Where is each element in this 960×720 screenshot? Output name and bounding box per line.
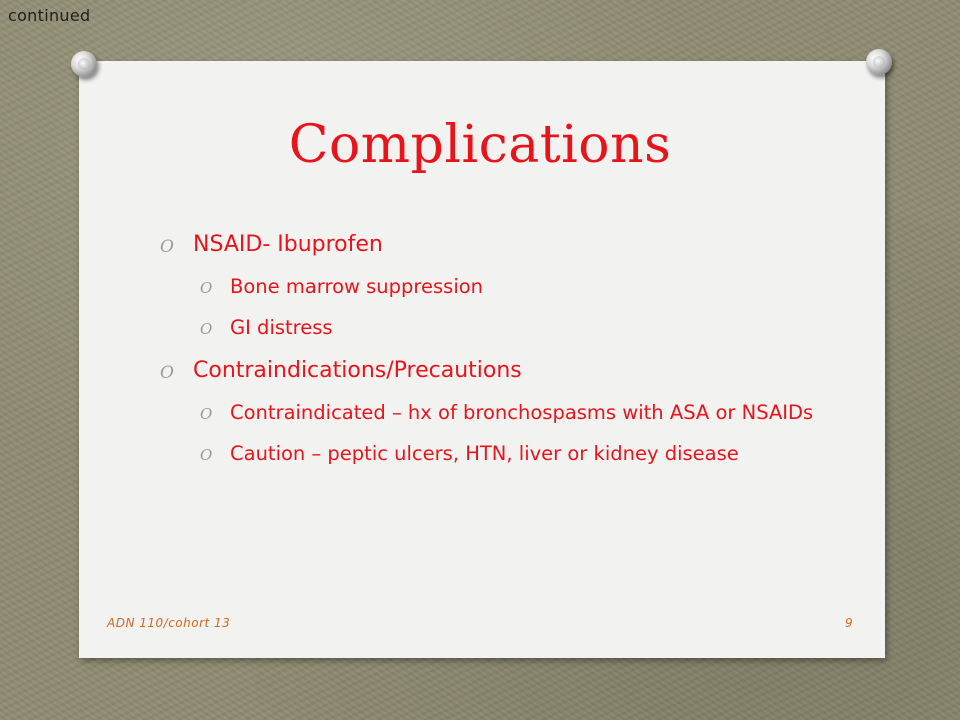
sub-bullet-item: [200, 439, 820, 468]
pushpin-icon: [866, 49, 892, 75]
bullet-marker-icon: O: [200, 320, 213, 338]
sub-bullet-text: Contraindicated – hx of bronchospasms with ASA or NSAIDs: [230, 401, 814, 424]
bullet-marker-icon: O: [160, 237, 174, 257]
bullet-marker-icon: O: [200, 446, 213, 464]
sub-bullet-text: GI distress: [230, 316, 333, 339]
bullet-marker-icon: O: [200, 405, 213, 423]
bullet-item: [160, 230, 820, 260]
bullet-marker-icon: O: [200, 279, 213, 297]
bullet-marker-icon: O: [160, 363, 174, 383]
bullet-list: [160, 230, 820, 480]
sub-bullet-text: Bone marrow suppression: [230, 275, 484, 298]
sub-bullet-text: Caution – peptic ulcers, HTN, liver or kidney disease: [230, 442, 739, 465]
sub-bullet-item: [200, 398, 820, 427]
bullet-heading: Contraindications/Precautions: [193, 358, 522, 383]
pushpin-icon: [71, 51, 97, 77]
sub-bullet-item: [200, 313, 820, 342]
sub-bullet-item: [200, 272, 820, 301]
footer-course-label: ADN 110/cohort 13: [107, 616, 231, 630]
continued-label: continued: [8, 6, 91, 25]
bullet-item: [160, 356, 820, 386]
page-number: 9: [845, 616, 853, 630]
slide-title: Complications: [288, 115, 672, 175]
bullet-heading: NSAID- Ibuprofen: [193, 232, 383, 257]
